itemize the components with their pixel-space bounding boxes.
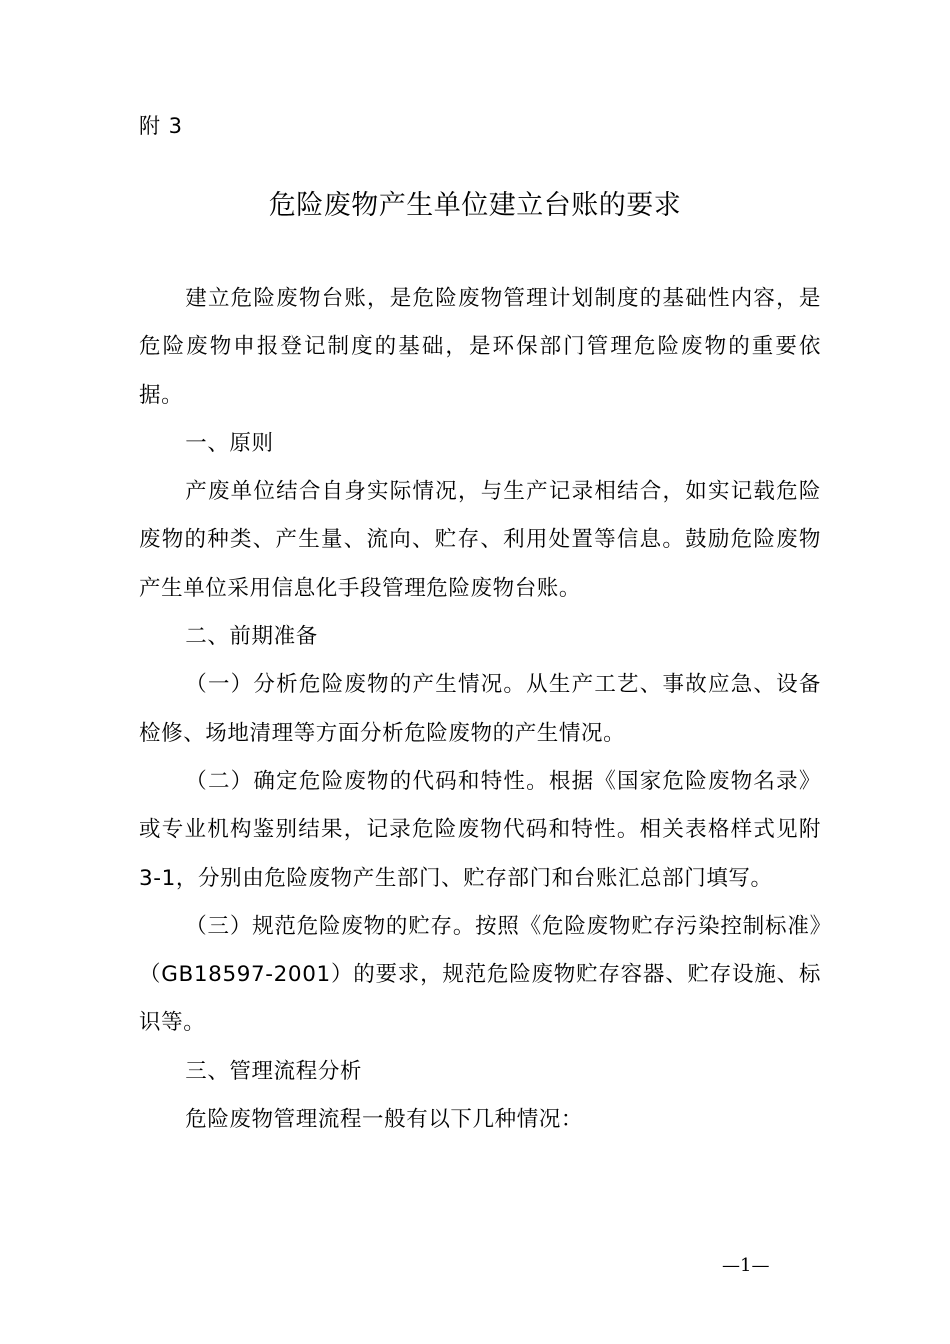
paragraph-intro: 建立危险废物台账，是危险废物管理计划制度的基础性内容，是危险废物申报登记制度的基础，是环保部门管理危险废物的重要依据。 <box>139 286 821 408</box>
paragraph-process: 危险废物管理流程一般有以下几种情况： <box>185 1107 584 1133</box>
paragraph-principles: 产废单位结合自身实际情况，与生产记录相结合，如实记载危险废物的种类、产生量、流向、贮存、利用处置等信息。鼓励危险废物产生单位采用信息化手段管理危险废物台账。 <box>139 479 821 601</box>
page-number: —1— <box>722 1255 770 1276</box>
paragraph-prep-3: （三）规范危险废物的贮存。按照《危险废物贮存污染控制标准》（GB18597-2001）的要求，规范危险废物贮存容器、贮存设施、标识等。 <box>139 913 821 1036</box>
section-heading-process: 三、管理流程分析 <box>185 1058 363 1084</box>
paragraph-prep-2: （二）确定危险废物的代码和特性。根据《国家危险废物名录》或专业机构鉴别结果，记录危险废物代码和特性。相关表格样式见附 3-1，分别由危险废物产生部门、贮存部门和台账汇总部门填写。 <box>139 768 821 891</box>
paragraph-prep-1: （一）分析危险废物的产生情况。从生产工艺、事故应急、设备检修、场地清理等方面分析危险废物的产生情况。 <box>139 672 821 746</box>
document-body <box>139 275 821 1144</box>
section-heading-principles: 一、原则 <box>185 430 274 456</box>
section-heading-preparation: 二、前期准备 <box>185 624 318 650</box>
document-title: 危险废物产生单位建立台账的要求 <box>268 190 682 221</box>
attachment-label: 附 3 <box>139 114 184 138</box>
